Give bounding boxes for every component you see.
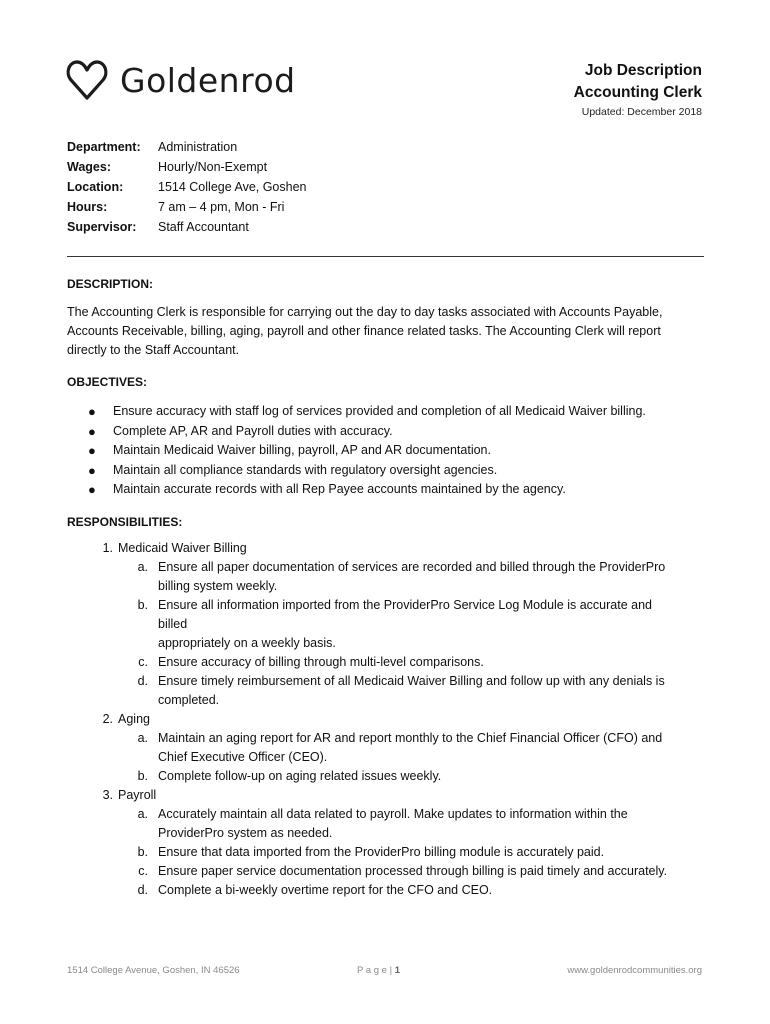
list-item bbox=[88, 422, 646, 442]
info-row-location bbox=[67, 177, 307, 197]
heart-logo-icon bbox=[66, 58, 108, 102]
sub-item bbox=[67, 653, 707, 672]
info-row-hours bbox=[67, 197, 307, 217]
objective-text: Ensure accuracy with staff log of services provided and completion of all Medicaid Waiver billing. bbox=[113, 404, 646, 418]
bullet-icon: ● bbox=[88, 423, 96, 439]
footer-page: P a g e | 1 bbox=[357, 965, 400, 976]
info-row-department bbox=[67, 137, 307, 157]
objective-text: Maintain accurate records with all Rep Payee accounts maintained by the agency. bbox=[113, 482, 566, 496]
bullet-icon: ● bbox=[88, 462, 96, 478]
section-number: 1. bbox=[102, 541, 113, 555]
sub-text bbox=[158, 843, 683, 862]
brand-name: Goldenrod bbox=[120, 60, 296, 100]
list-item bbox=[88, 461, 646, 481]
description-text bbox=[67, 303, 707, 360]
sub-letter: c. bbox=[138, 864, 148, 878]
sub-text bbox=[158, 805, 683, 843]
description-line: The Accounting Clerk is responsible for carrying out the day to day tasks associated with Accounts Payable, bbox=[67, 305, 663, 319]
responsibilities-heading: RESPONSIBILITIES: bbox=[67, 515, 183, 529]
sub-letter: a. bbox=[137, 731, 148, 745]
sub-line: Ensure timely reimbursement of all Medicaid Waiver Billing and follow up with any denials is bbox=[158, 674, 665, 688]
description-line: directly to the Staff Accountant. bbox=[67, 343, 240, 357]
info-value: 7 am – 4 pm, Mon - Fri bbox=[158, 200, 285, 214]
sub-item bbox=[67, 558, 707, 596]
bullet-icon: ● bbox=[88, 404, 96, 419]
objective-text: Maintain Medicaid Waiver billing, payroll, AP and AR documentation. bbox=[113, 443, 491, 457]
sub-line: Ensure that data imported from the ProviderPro billing module is accurately paid. bbox=[158, 845, 605, 859]
brand-logo bbox=[66, 58, 296, 102]
sub-letter: d. bbox=[137, 883, 148, 897]
section-number: 3. bbox=[102, 788, 113, 802]
info-value: 1514 College Ave, Goshen bbox=[158, 180, 307, 194]
footer-website[interactable]: www.goldenrodcommunities.org bbox=[567, 965, 702, 976]
objectives-heading: OBJECTIVES: bbox=[67, 375, 148, 389]
info-label: Hours: bbox=[67, 200, 108, 214]
section-item bbox=[67, 786, 707, 805]
bullet-icon: ● bbox=[88, 482, 96, 497]
section-divider bbox=[67, 256, 704, 257]
sub-text bbox=[158, 729, 683, 767]
sub-text bbox=[158, 596, 683, 653]
sub-letter: d. bbox=[137, 674, 148, 688]
info-value: Staff Accountant bbox=[158, 220, 249, 234]
description-heading: DESCRIPTION: bbox=[67, 277, 154, 291]
footer-address: 1514 College Avenue, Goshen, IN 46526 bbox=[67, 965, 240, 976]
sub-letter: c. bbox=[138, 655, 148, 669]
doc-type: Job Description bbox=[584, 62, 702, 79]
sub-letter: a. bbox=[137, 560, 148, 574]
sub-item bbox=[67, 729, 707, 767]
objective-text: Maintain all compliance standards with regulatory oversight agencies. bbox=[113, 462, 498, 477]
sub-item bbox=[67, 843, 707, 862]
sub-letter: a. bbox=[137, 807, 148, 821]
info-label: Department: bbox=[67, 140, 141, 154]
sub-text bbox=[158, 862, 683, 881]
sub-text bbox=[158, 653, 683, 672]
responsibilities-list bbox=[67, 539, 707, 900]
info-label: Location: bbox=[67, 180, 124, 194]
sub-line: billing system weekly. bbox=[158, 579, 278, 593]
sub-line: ProviderPro system as needed. bbox=[158, 826, 333, 840]
objective-text: Complete AP, AR and Payroll duties with accuracy. bbox=[113, 423, 393, 438]
page-label: P a g e bbox=[357, 965, 387, 976]
sub-letter: b. bbox=[137, 845, 148, 859]
section-title: Medicaid Waiver Billing bbox=[118, 541, 247, 555]
sub-line: Ensure paper service documentation processed through billing is paid timely and accurately. bbox=[158, 864, 668, 878]
info-row-wages bbox=[67, 157, 307, 177]
bullet-icon: ● bbox=[88, 443, 96, 458]
info-row-supervisor bbox=[67, 217, 307, 237]
list-item bbox=[88, 480, 646, 500]
document-header bbox=[574, 60, 702, 118]
section-title: Aging bbox=[118, 712, 150, 726]
info-label: Supervisor: bbox=[67, 220, 137, 234]
sub-line: Complete a bi-weekly overtime report for the CFO and CEO. bbox=[158, 883, 493, 897]
sub-letter: b. bbox=[137, 769, 148, 783]
updated-date: Updated: December 2018 bbox=[581, 106, 702, 118]
sub-item bbox=[67, 596, 707, 653]
section-title: Payroll bbox=[118, 788, 157, 802]
list-item bbox=[88, 441, 646, 461]
info-label: Wages: bbox=[67, 160, 111, 174]
sub-item bbox=[67, 767, 707, 786]
sub-item bbox=[67, 672, 707, 710]
job-info bbox=[67, 137, 307, 237]
section-number: 2. bbox=[102, 712, 113, 726]
sub-text bbox=[158, 672, 683, 710]
sub-text bbox=[158, 881, 683, 900]
page-number: 1 bbox=[394, 965, 400, 976]
description-line: Accounts Receivable, billing, aging, payroll and other finance related tasks. The Accounting Clerk will report bbox=[67, 324, 661, 338]
sub-line: appropriately on a weekly basis. bbox=[158, 636, 336, 650]
section-item bbox=[67, 539, 707, 558]
sub-line: Chief Executive Officer (CEO). bbox=[158, 750, 328, 764]
sub-item bbox=[67, 805, 707, 843]
list-item bbox=[88, 402, 646, 422]
sub-line: Maintain an aging report for AR and report monthly to the Chief Financial Officer (CFO) and bbox=[158, 731, 663, 745]
section-item bbox=[67, 710, 707, 729]
sub-line: Ensure all information imported from the ProviderPro Service Log Module is accurate and billed bbox=[158, 598, 652, 631]
sub-text bbox=[158, 558, 683, 596]
sub-item bbox=[67, 862, 707, 881]
sub-text bbox=[158, 767, 683, 786]
sub-line: Ensure accuracy of billing through multi-level comparisons. bbox=[158, 655, 484, 669]
sub-item bbox=[67, 881, 707, 900]
sub-line: Accurately maintain all data related to payroll. Make updates to information within the bbox=[158, 807, 628, 821]
sub-line: completed. bbox=[158, 693, 220, 707]
sub-line: Complete follow-up on aging related issues weekly. bbox=[158, 769, 442, 783]
sub-line: Ensure all paper documentation of services are recorded and billed through the ProviderPro bbox=[158, 560, 666, 574]
info-value: Administration bbox=[158, 140, 238, 154]
job-title: Accounting Clerk bbox=[573, 84, 702, 101]
objectives-list bbox=[88, 402, 646, 500]
sub-letter: b. bbox=[137, 598, 148, 612]
info-value: Hourly/Non-Exempt bbox=[158, 160, 268, 174]
